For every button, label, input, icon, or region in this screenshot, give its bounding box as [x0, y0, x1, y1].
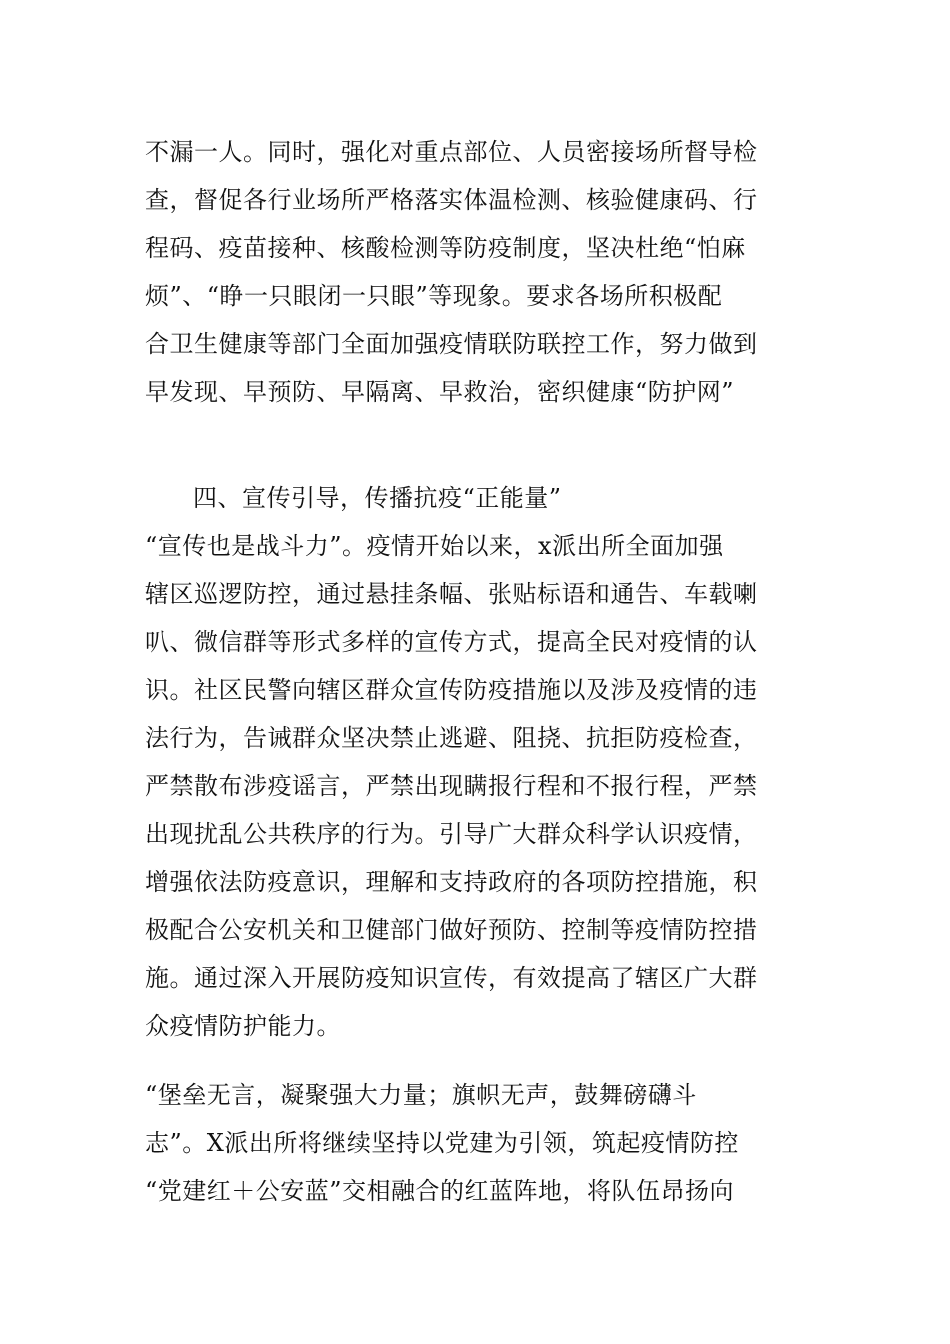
text-line: 合卫生健康等部门全面加强疫情联防联控工作，努力做到 — [145, 330, 758, 358]
text-line: 不漏一人。同时，强化对重点部位、人员密接场所督导检 — [145, 138, 758, 166]
text-line: “党建红＋公安蓝”交相融合的红蓝阵地，将队伍昂扬向 — [145, 1177, 735, 1205]
section-heading: 四、宣传引导，传播抗疫“正能量” — [193, 484, 562, 512]
text-line: 增强依法防疫意识，理解和支持政府的各项防控措施，积 — [145, 868, 758, 896]
text-line: 极配合公安机关和卫健部门做好预防、控制等疫情防控措 — [145, 916, 758, 944]
text-line: 出现扰乱公共秩序的行为。引导广大群众科学认识疫情， — [145, 820, 758, 848]
text-line: 众疫情防护能力。 — [145, 1012, 341, 1040]
text-line: 严禁散布涉疫谣言，严禁出现瞒报行程和不报行程，严禁 — [145, 772, 758, 800]
text-line: “堡垒无言，凝聚强大力量；旗帜无声，鼓舞磅礴斗 — [145, 1081, 697, 1109]
text-line: 志”。X派出所将继续坚持以党建为引领，筑起疫情防控 — [145, 1129, 739, 1157]
text-line: “宣传也是战斗力”。疫情开始以来，x派出所全面加强 — [145, 532, 724, 560]
text-line: 叭、微信群等形式多样的宣传方式，提高全民对疫情的认 — [145, 628, 758, 656]
text-line: 烦”、“睁一只眼闭一只眼”等现象。要求各场所积极配 — [145, 282, 723, 310]
text-line: 识。社区民警向辖区群众宣传防疫措施以及涉及疫情的违 — [145, 676, 758, 704]
text-line: 施。通过深入开展防疫知识宣传，有效提高了辖区广大群 — [145, 964, 758, 992]
text-line: 辖区巡逻防控，通过悬挂条幅、张贴标语和通告、车载喇 — [145, 580, 758, 608]
text-line: 法行为，告诫群众坚决禁止逃避、阻挠、抗拒防疫检查， — [145, 724, 758, 752]
text-line: 查，督促各行业场所严格落实体温检测、核验健康码、行 — [145, 186, 758, 214]
text-line: 早发现、早预防、早隔离、早救治，密织健康“防护网” — [145, 378, 735, 406]
text-line: 程码、疫苗接种、核酸检测等防疫制度，坚决杜绝“怕麻 — [145, 234, 746, 262]
